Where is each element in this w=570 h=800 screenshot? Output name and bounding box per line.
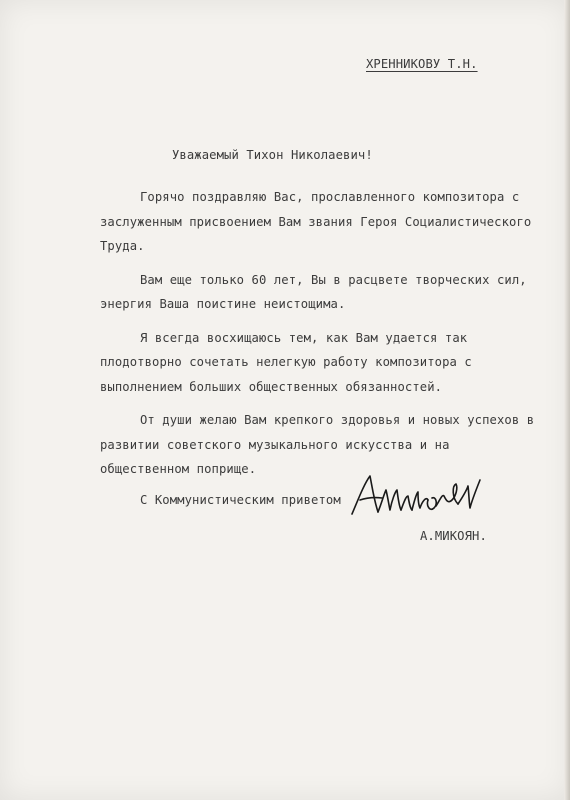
typed-signature-name: А.МИКОЯН. — [420, 529, 487, 543]
letter-body — [100, 185, 540, 491]
salutation: Уважаемый Тихон Николаевич! — [172, 148, 373, 162]
handwritten-signature — [348, 470, 486, 522]
paragraph-age: Вам еще только 60 лет, Вы в расцвете творческих сил, энергия Ваша поистине неистощима. — [100, 272, 527, 311]
page-edge-shadow — [564, 0, 570, 800]
closing-phrase: С Коммунистическим приветом — [140, 493, 341, 507]
paragraph-admiration: Я всегда восхищаюсь тем, как Вам удается так плодотворно сочетать нелегкую работу композитора с выполнением больших общественных обязанностей. — [100, 330, 472, 394]
paragraph-congratulation: Горячо поздравляю Вас, прославленного композитора с заслуженным присвоением Вам звания Героя Социалистического Труда. — [100, 190, 532, 253]
addressee: ХРЕННИКОВУ Т.Н. — [366, 57, 478, 71]
paragraph-wishes: От души желаю Вам крепкого здоровья и новых успехов в развитии советского музыкального искусства и на общественном поприще. — [100, 413, 535, 476]
